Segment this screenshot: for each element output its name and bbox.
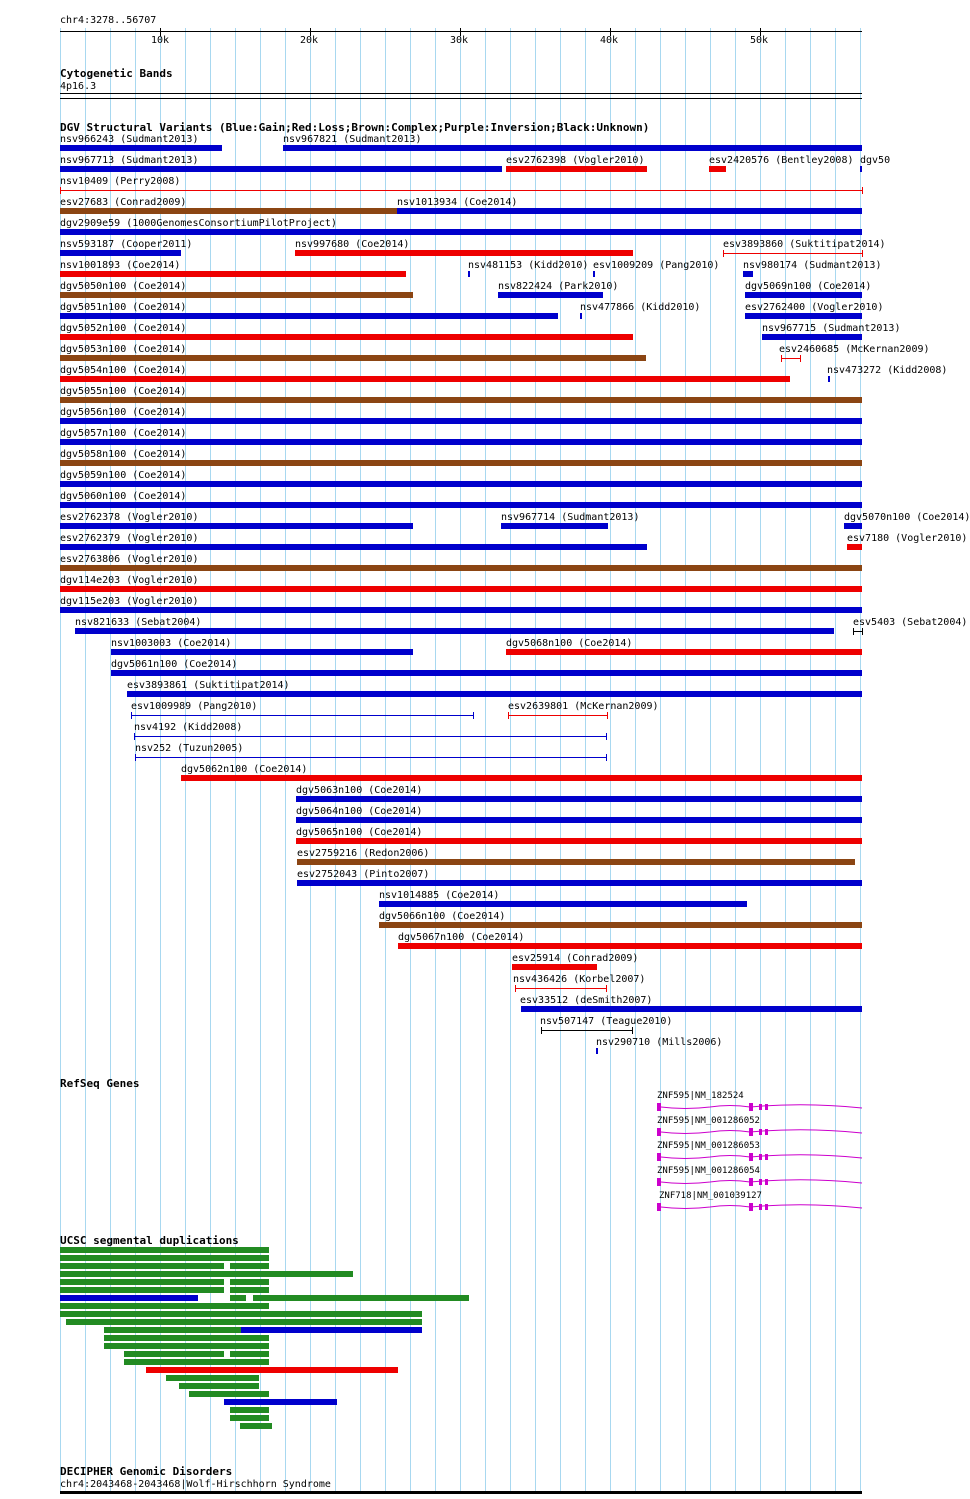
variant-bar[interactable] [506,166,647,172]
variant-line[interactable] [781,358,800,359]
variant-bar[interactable] [596,1048,598,1054]
variant-label[interactable]: dgv5065n100 (Coe2014) [296,827,423,838]
variant-bar[interactable] [60,502,862,508]
segdup-bar[interactable] [60,1303,269,1309]
variant-bar[interactable] [397,208,862,214]
segdup-bar[interactable] [230,1351,269,1357]
variant-label[interactable]: nsv593187 (Cooper2011) [60,239,193,250]
variant-bar[interactable] [60,313,558,319]
variant-endcap [134,733,135,740]
ruler-tick-label: 40k [600,35,619,46]
variant-label[interactable]: nsv1001893 (Coe2014) [60,260,181,271]
ruler-axis [60,31,862,32]
variant-label[interactable]: nsv477866 (Kidd2010) [580,302,701,313]
segdup-bar[interactable] [60,1279,224,1285]
variant-label[interactable]: dgv5057n100 (Coe2014) [60,428,187,439]
gene-label[interactable]: ZNF595|NM_001286054 [657,1166,760,1176]
variant-label[interactable]: dgv5064n100 (Coe2014) [296,806,423,817]
gene-model[interactable] [655,1150,865,1164]
variant-line[interactable] [134,736,606,737]
refseq-track-title[interactable]: RefSeq Genes [60,1077,140,1090]
gene-exon [759,1104,762,1110]
variant-bar[interactable] [844,523,862,529]
variant-bar[interactable] [709,166,726,172]
variant-label[interactable]: nsv980174 (Sudmant2013) [743,260,882,271]
variant-line[interactable] [853,631,862,632]
variant-endcap [632,1027,633,1034]
variant-label[interactable]: nsv1014885 (Coe2014) [379,890,500,901]
segdup-bar[interactable] [124,1351,224,1357]
variant-endcap [862,187,863,194]
gene-model[interactable] [655,1175,865,1189]
variant-endcap [541,1027,542,1034]
ruler-tick-label: 10k [151,35,170,46]
segdup-bar[interactable] [60,1247,269,1253]
segdup-bar[interactable] [60,1271,353,1277]
decipher-feature[interactable] [60,1491,862,1494]
gene-exon [759,1179,762,1185]
variant-label[interactable]: esv1009209 (Pang2010) [593,260,720,271]
segdup-bar[interactable] [189,1391,269,1397]
variant-label[interactable]: dgv5060n100 (Coe2014) [60,491,187,502]
variant-label[interactable]: nsv290710 (Mills2006) [596,1037,723,1048]
variant-label[interactable]: dgv5056n100 (Coe2014) [60,407,187,418]
variant-endcap [515,985,516,992]
segdup-bar[interactable] [60,1295,198,1301]
gene-exon [749,1153,753,1161]
variant-label[interactable]: dgv5070n100 (Coe2014) [844,512,970,523]
variant-bar[interactable] [75,628,834,634]
cytoband-label: 4p16.3 [60,81,97,92]
variant-label[interactable]: esv33512 (deSmith2007) [520,995,653,1006]
variant-bar[interactable] [828,376,830,382]
variant-label[interactable]: esv25914 (Conrad2009) [512,953,639,964]
variant-endcap [853,628,854,635]
variant-bar[interactable] [60,607,862,613]
segdup-bar[interactable] [230,1415,269,1421]
variant-label[interactable]: esv2762379 (Vogler2010) [60,533,199,544]
variant-label[interactable]: esv2460685 (McKernan2009) [779,344,930,355]
variant-endcap [135,754,136,761]
variant-endcap [606,754,607,761]
variant-bar[interactable] [745,313,862,319]
segdup-bar[interactable] [60,1311,422,1317]
variant-bar[interactable] [379,922,862,928]
variant-label[interactable]: dgv114e203 (Vogler2010) [60,575,199,586]
variant-bar[interactable] [847,544,862,550]
variant-label[interactable]: dgv5051n100 (Coe2014) [60,302,187,313]
segdup-bar[interactable] [104,1343,269,1349]
variant-label[interactable]: nsv821633 (Sebat2004) [75,617,202,628]
segdup-bar[interactable] [60,1287,224,1293]
decipher-entry-label[interactable]: chr4:2043468-2043468|Wolf-Hirschhorn Syndrome [60,1479,331,1490]
gene-label[interactable]: ZNF718|NM_001039127 [659,1191,762,1201]
gene-exon [759,1204,762,1210]
variant-label[interactable]: dgv5055n100 (Coe2014) [60,386,187,397]
variant-endcap [473,712,474,719]
gene-exon [765,1154,768,1160]
variant-endcap [723,250,724,257]
variant-bar[interactable] [593,271,595,277]
gene-exon [657,1128,661,1136]
variant-label[interactable]: dgv5054n100 (Coe2014) [60,365,187,376]
segdup-track-title[interactable]: UCSC segmental duplications [60,1234,239,1247]
variant-bar[interactable] [506,649,862,655]
gene-exon [657,1103,661,1111]
variant-label[interactable]: dgv5069n100 (Coe2014) [745,281,872,292]
variant-bar[interactable] [296,838,862,844]
variant-label[interactable]: nsv1003003 (Coe2014) [111,638,232,649]
variant-label[interactable]: esv2639801 (McKernan2009) [508,701,659,712]
variant-bar[interactable] [111,649,413,655]
variant-label[interactable]: dgv5068n100 (Coe2014) [506,638,633,649]
segdup-bar[interactable] [66,1319,422,1325]
gene-exon [765,1179,768,1185]
segdup-bar[interactable] [253,1295,469,1301]
segdup-bar[interactable] [230,1295,246,1301]
decipher-track-title[interactable]: DECIPHER Genomic Disorders [60,1465,233,1478]
ruler-tick-label: 20k [300,35,319,46]
variant-bar[interactable] [297,859,855,865]
variant-line[interactable] [60,190,862,191]
variant-endcap [862,628,863,635]
variant-label[interactable]: nsv967714 (Sudmant2013) [501,512,640,523]
variant-label[interactable]: esv2759216 (Redon2006) [297,848,430,859]
region-label: chr4:3278..56707 [60,15,157,26]
variant-label[interactable]: nsv252 (Tuzun2005) [135,743,244,754]
variant-label[interactable]: dgv5062n100 (Coe2014) [181,764,308,775]
cytoband-bar-bottom [60,98,862,99]
variant-label[interactable]: nsv481153 (Kidd2010) [468,260,589,271]
variant-label[interactable]: dgv2909e59 (1000GenomesConsortiumPilotProject) [60,218,337,229]
gene-exon [657,1178,661,1186]
variant-line[interactable] [515,988,606,989]
variant-label[interactable]: nsv436426 (Korbel2007) [513,974,646,985]
cytoband-bar-top [60,93,862,94]
variant-bar[interactable] [60,586,862,592]
variant-label[interactable]: esv2762398 (Vogler2010) [506,155,645,166]
variant-bar[interactable] [60,166,502,172]
variant-bar[interactable] [379,901,747,907]
variant-label[interactable]: esv27683 (Conrad2009) [60,197,187,208]
gene-exon [749,1103,753,1111]
variant-label[interactable]: esv7180 (Vogler2010) [847,533,968,544]
variant-endcap [862,250,863,257]
variant-label[interactable]: dgv5067n100 (Coe2014) [398,932,525,943]
variant-label[interactable]: dgv5053n100 (Coe2014) [60,344,187,355]
segdup-bar[interactable] [60,1263,224,1269]
variant-label[interactable]: esv3893861 (Suktitipat2014) [127,680,290,691]
variant-label[interactable]: dgv5058n100 (Coe2014) [60,449,187,460]
variant-bar[interactable] [60,439,862,445]
variant-label[interactable]: nsv1013934 (Coe2014) [397,197,518,208]
segdup-bar[interactable] [179,1383,259,1389]
variant-endcap [60,187,61,194]
variant-bar[interactable] [283,145,862,151]
variant-label[interactable]: nsv997680 (Coe2014) [295,239,410,250]
variant-bar[interactable] [580,313,582,319]
gene-model[interactable] [655,1100,865,1114]
gene-label[interactable]: ZNF595|NM_182524 [657,1091,744,1101]
variant-bar[interactable] [60,271,406,277]
variant-bar[interactable] [60,292,413,298]
segdup-bar[interactable] [230,1287,269,1293]
variant-label[interactable]: nsv507147 (Teague2010) [540,1016,673,1027]
cytoband-track-title[interactable]: Cytogenetic Bands [60,67,173,80]
ruler-tick-label: 30k [450,35,469,46]
variant-bar[interactable] [498,292,603,298]
variant-label[interactable]: dgv50 [860,155,891,166]
gene-exon [765,1204,768,1210]
segdup-bar[interactable] [224,1399,337,1405]
gene-model[interactable] [655,1125,865,1139]
variant-endcap [800,355,801,362]
variant-bar[interactable] [398,943,862,949]
segdup-bar[interactable] [230,1407,269,1413]
variant-bar[interactable] [296,817,862,823]
variant-label[interactable]: nsv966243 (Sudmant2013) [60,134,199,145]
variant-endcap [606,985,607,992]
segdup-bar[interactable] [124,1359,269,1365]
variant-bar[interactable] [60,481,862,487]
gene-exon [657,1153,661,1161]
segdup-bar[interactable] [230,1279,269,1285]
gene-exon [765,1104,768,1110]
variant-label[interactable]: nsv10409 (Perry2008) [60,176,181,187]
variant-line[interactable] [723,253,862,254]
dgv-track-title[interactable]: DGV Structural Variants (Blue:Gain;Red:Loss;Brown:Complex;Purple:Inversion;Black:Unknown) [60,121,650,134]
gene-exon [759,1154,762,1160]
gene-exon [749,1203,753,1211]
gene-model[interactable] [655,1200,865,1214]
variant-bar[interactable] [296,796,862,802]
gene-label[interactable]: ZNF595|NM_001286053 [657,1141,760,1151]
variant-label[interactable]: dgv5063n100 (Coe2014) [296,785,423,796]
variant-bar[interactable] [521,1006,862,1012]
variant-label[interactable]: nsv967713 (Sudmant2013) [60,155,199,166]
variant-label[interactable]: dgv5050n100 (Coe2014) [60,281,187,292]
variant-bar[interactable] [60,460,862,466]
variant-bar[interactable] [295,250,633,256]
variant-bar[interactable] [181,775,862,781]
variant-line[interactable] [541,1030,632,1031]
variant-bar[interactable] [60,523,413,529]
variant-label[interactable]: dgv115e203 (Vogler2010) [60,596,199,607]
segdup-bar[interactable] [240,1423,272,1429]
gene-exon [749,1128,753,1136]
variant-label[interactable]: esv3893860 (Suktitipat2014) [723,239,886,250]
variant-bar[interactable] [468,271,470,277]
variant-label[interactable]: esv2762378 (Vogler2010) [60,512,199,523]
segdup-bar[interactable] [166,1375,259,1381]
ruler-tick-label: 50k [750,35,769,46]
variant-bar[interactable] [60,544,647,550]
variant-label[interactable]: esv2420576 (Bentley2008) [709,155,854,166]
variant-endcap [781,355,782,362]
variant-label[interactable]: esv2762400 (Vogler2010) [745,302,884,313]
variant-endcap [131,712,132,719]
variant-bar[interactable] [127,691,862,697]
variant-label[interactable]: nsv822424 (Park2010) [498,281,619,292]
variant-bar[interactable] [860,166,862,172]
variant-label[interactable]: esv1009989 (Pang2010) [131,701,258,712]
segdup-bar[interactable] [104,1327,241,1333]
variant-endcap [607,712,608,719]
variant-label[interactable]: nsv473272 (Kidd2008) [827,365,948,376]
variant-endcap [508,712,509,719]
variant-label[interactable]: nsv967821 (Sudmant2013) [283,134,422,145]
variant-label[interactable]: esv2752043 (Pinto2007) [297,869,430,880]
segdup-bar[interactable] [230,1263,269,1269]
variant-bar[interactable] [60,334,633,340]
variant-line[interactable] [131,715,473,716]
gene-exon [765,1129,768,1135]
segdup-bar[interactable] [60,1255,269,1261]
variant-bar[interactable] [60,376,790,382]
variant-bar[interactable] [297,880,862,886]
variant-bar[interactable] [762,334,862,340]
variant-line[interactable] [135,757,606,758]
variant-line[interactable] [508,715,607,716]
gene-exon [759,1129,762,1135]
variant-bar[interactable] [60,229,862,235]
segdup-bar[interactable] [146,1367,398,1373]
variant-label[interactable]: nsv4192 (Kidd2008) [134,722,243,733]
variant-label[interactable]: dgv5052n100 (Coe2014) [60,323,187,334]
variant-label[interactable]: dgv5061n100 (Coe2014) [111,659,238,670]
variant-label[interactable]: dgv5059n100 (Coe2014) [60,470,187,481]
variant-bar[interactable] [111,670,862,676]
variant-bar[interactable] [60,355,646,361]
gene-exon [657,1203,661,1211]
variant-bar[interactable] [60,145,222,151]
variant-bar[interactable] [60,418,862,424]
variant-label[interactable]: esv2763806 (Vogler2010) [60,554,199,565]
variant-label[interactable]: esv5403 (Sebat2004) [853,617,968,628]
segdup-bar[interactable] [104,1335,269,1341]
variant-label[interactable]: nsv967715 (Sudmant2013) [762,323,901,334]
variant-bar[interactable] [743,271,753,277]
variant-bar[interactable] [745,292,862,298]
variant-endcap [606,733,607,740]
gene-label[interactable]: ZNF595|NM_001286052 [657,1116,760,1126]
variant-label[interactable]: dgv5066n100 (Coe2014) [379,911,506,922]
gene-exon [749,1178,753,1186]
variant-bar[interactable] [501,523,608,529]
variant-bar[interactable] [60,565,862,571]
segdup-bar[interactable] [241,1327,422,1333]
variant-bar[interactable] [60,250,181,256]
variant-bar[interactable] [512,964,597,970]
variant-bar[interactable] [60,397,862,403]
variant-bar[interactable] [60,208,397,214]
